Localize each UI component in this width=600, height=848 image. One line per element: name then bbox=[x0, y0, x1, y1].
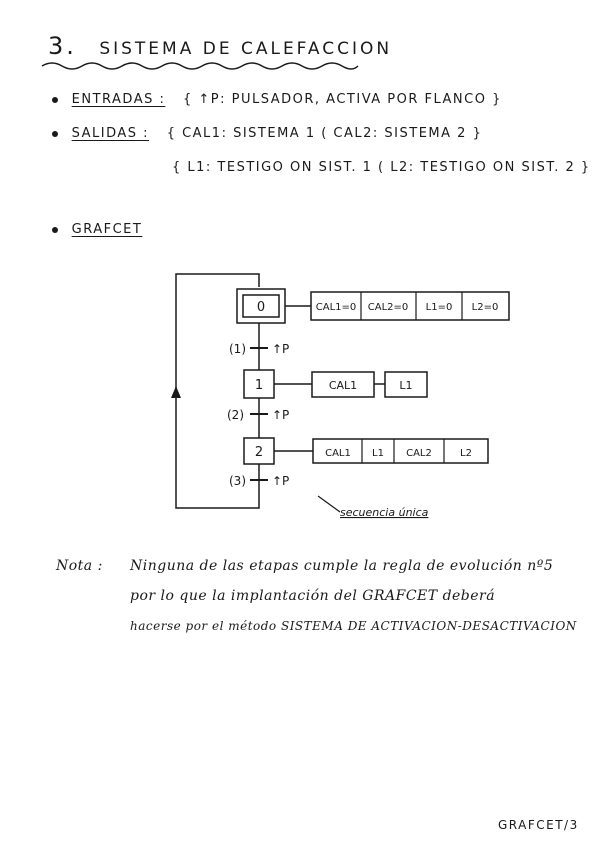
transition-1-condition: ↑P bbox=[272, 342, 290, 356]
note-line-2: por lo que la implantación del GRAFCET deberá bbox=[130, 588, 496, 604]
step-2-action-3: CAL2 bbox=[406, 448, 432, 459]
annotation-text: secuencia única bbox=[340, 506, 429, 519]
note-line-3: hacerse por el método SISTEMA DE ACTIVACION-DESACTIVACION bbox=[130, 619, 577, 633]
step-2-action-4: L2 bbox=[460, 448, 472, 459]
return-arrow-icon bbox=[171, 386, 181, 398]
step-1-action-2: L1 bbox=[399, 379, 413, 392]
transition-3-condition: ↑P bbox=[272, 474, 290, 488]
transition-1-number: (1) bbox=[229, 342, 246, 356]
outputs-label: SALIDAS : bbox=[71, 126, 150, 141]
section-title: SISTEMA DE CALEFACCION bbox=[99, 39, 393, 59]
step-2-action-2: L1 bbox=[372, 448, 384, 459]
step-0-action-2: CAL2=0 bbox=[367, 302, 409, 313]
step-0-label: 0 bbox=[256, 300, 266, 315]
step-2-label: 2 bbox=[254, 445, 264, 460]
inputs-definition: { ↑P: PULSADOR, ACTIVA POR FLANCO } bbox=[183, 92, 502, 107]
step-0-action-4: L2=0 bbox=[471, 302, 499, 313]
transition-2-condition: ↑P bbox=[272, 408, 290, 422]
step-0-action-3: L1=0 bbox=[425, 302, 453, 313]
page-label: GRAFCET/3 bbox=[498, 818, 579, 832]
return-loop-line bbox=[176, 274, 259, 508]
step-1-label: 1 bbox=[254, 378, 264, 393]
annotation-arrow bbox=[318, 496, 340, 512]
step-2-action-1: CAL1 bbox=[325, 448, 351, 459]
outputs-definition-2: { L1: TESTIGO ON SIST. 1 ( L2: TESTIGO ON SIST. 2 } bbox=[172, 160, 591, 175]
section-number: 3. bbox=[48, 32, 77, 60]
step-0-action-1: CAL1=0 bbox=[315, 302, 357, 313]
note-line-1: Ninguna de las etapas cumple la regla de evolución nº5 bbox=[130, 558, 554, 574]
grafcet-label: GRAFCET bbox=[71, 222, 143, 237]
step-1-action-1: CAL1 bbox=[328, 379, 358, 392]
inputs-label: ENTRADAS : bbox=[71, 92, 166, 107]
transition-2-number: (2) bbox=[227, 408, 244, 422]
outputs-definition-1: { CAL1: SISTEMA 1 ( CAL2: SISTEMA 2 } bbox=[166, 126, 483, 141]
transition-3-number: (3) bbox=[229, 474, 246, 488]
note-label: Nota : bbox=[56, 558, 103, 574]
